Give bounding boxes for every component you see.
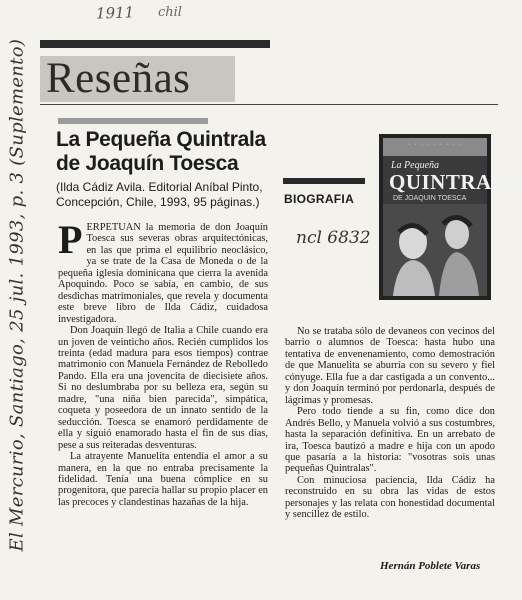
section-title: Reseñas bbox=[46, 55, 191, 102]
book-cover-image: · · · · · · · · · La Pequeña QUINTRALA DE JOAQUIN TOESCA bbox=[379, 134, 491, 300]
title-rule bbox=[58, 118, 208, 124]
book-cover-illustration bbox=[383, 204, 487, 296]
book-cover-line3: DE JOAQUIN TOESCA bbox=[393, 195, 467, 202]
dropcap: P bbox=[58, 217, 83, 262]
article-paragraph bbox=[58, 217, 268, 325]
header-bar bbox=[40, 40, 270, 48]
article-column-2 bbox=[285, 326, 495, 521]
article-paragraph: Don Joaquín llegó de Italia a Chile cuando era un joven de veinticho años. Recién cumplidos los treinta (edad madura para esos tiempos) contrae matrimonio con Manuela Fernández de Rebolledo Pando. Ella era una jovencita de diecisiete años. Si no deslumbraba por su belleza era, según su madre, "una niña bien parecida", simpática, coqueta y poseedora de un innato sentido de la seducción. Toesca se enamoró perdidamente de ella y siguió enamorado hasta el fin de sus días, pese a sus reiteradas desventuras. bbox=[58, 325, 268, 451]
book-cover-line1: La Pequeña bbox=[391, 160, 440, 171]
handwritten-code: chil bbox=[158, 5, 182, 20]
header-rule bbox=[40, 104, 498, 105]
category-label: BIOGRAFIA bbox=[284, 192, 355, 206]
author-signature: Hernán Poblete Varas bbox=[380, 560, 481, 572]
handwritten-source: El Mercurio, Santiago, 25 jul. 1993, p. 3 (Suplemento) bbox=[6, 38, 28, 552]
handwritten-reference: ncl 6832 bbox=[296, 228, 371, 248]
book-cover-line2: QUINTRALA bbox=[389, 170, 522, 194]
article-lead-text: ERPETUAN la memoria de don Joaquín Toesca sus severas obras arquitectónicas, en las que prima el equilibrio neoclásico, ya se trate de la Casa de Moneda o de la pequeña iglesia dominicana que cierra la avenida Apoquindo. Poco se sabía, en cambio, de sus desdichas matrimoniales, que revela y documenta este breve libro de Ilda Cádiz, cuidadosa investigadora. bbox=[58, 222, 268, 325]
article-paragraph: Pero todo tiende a su fin, como dice don Andrés Bello, y Manuela volvió a sus costumbres, hasta la separación definitiva. En un arrebato de ira, Toesca bautizó a madre e hija con un apodo que pasaría a la historia: "vosotras sois unas pequeñas Quintralas". bbox=[285, 406, 495, 475]
article-title: La Pequeña Quintrala de Joaquín Toesca bbox=[56, 128, 266, 175]
article-column-1 bbox=[58, 217, 268, 508]
article-subtitle: (Ilda Cádiz Avila. Editorial Aníbal Pinto, Concepción, Chile, 1993, 95 páginas.) bbox=[56, 180, 263, 209]
category-bar bbox=[283, 178, 365, 184]
article-paragraph: No se trataba sólo de devaneos con vecinos del barrio o alumnos de Toesca: hasta hubo una tentativa de envenenamiento, como demostración de que Manuelita se aburría con su severo y fiel cónyuge. Ella fue a dar castigada a un convento... y don Joaquín terminó por perdonarla, después de lágrimas y promesas. bbox=[285, 326, 495, 406]
handwritten-date: 1911 bbox=[95, 3, 135, 23]
article-paragraph: La atrayente Manuelita entendía el amor a su manera, en la que no entraba precisamente la fidelidad. Tenía una buena cómplice en su progenitora, que parecía hallar su propio placer en las precoces y clandestinas hazañas de la hija. bbox=[58, 451, 268, 508]
article-paragraph: Con minuciosa paciencia, Ilda Cádiz ha reconstruido en su obra las vidas de estos personajes y las relata con honestidad documental y sencillez de estilo. bbox=[285, 474, 495, 521]
